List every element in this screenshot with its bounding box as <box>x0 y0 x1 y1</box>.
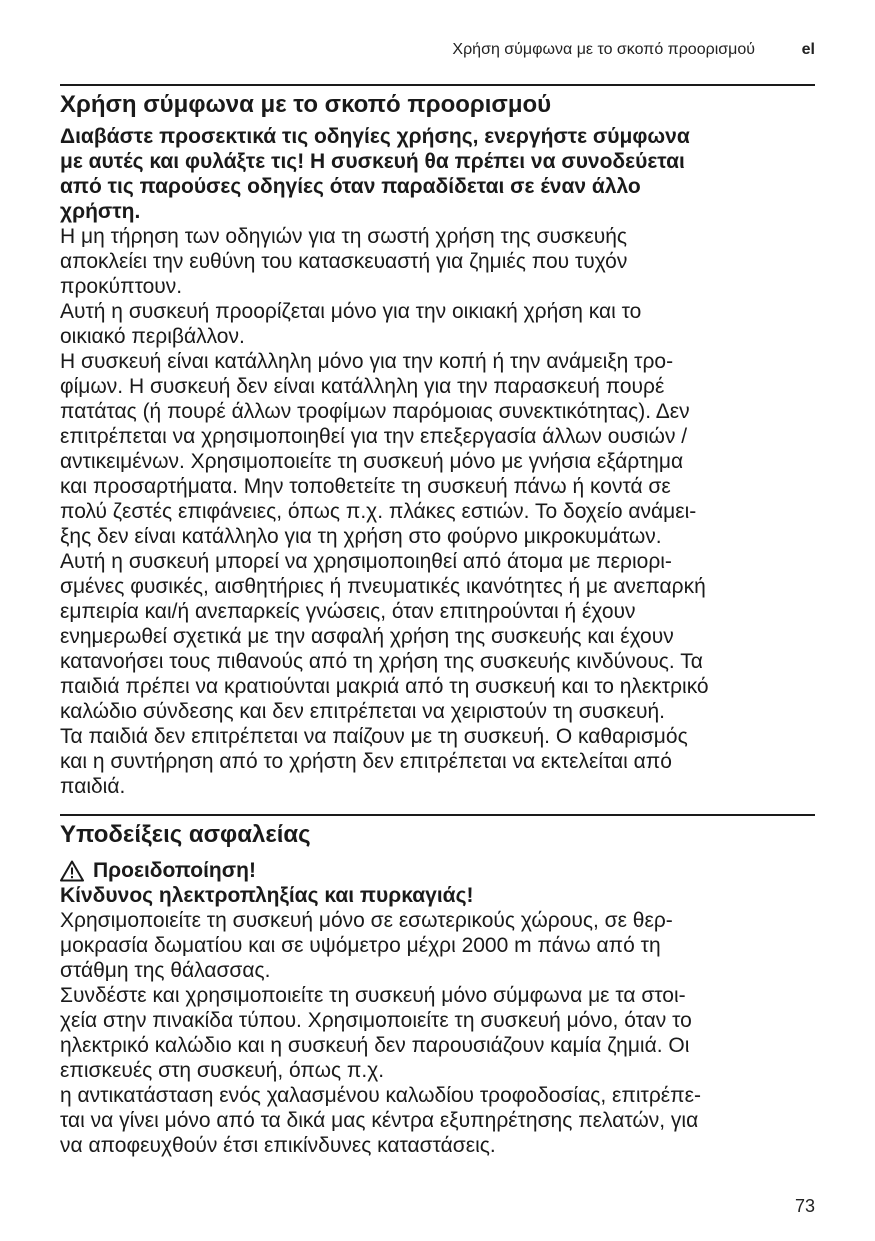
body-line: να αποφευχθούν έτσι επικίνδυνες καταστάσεις. <box>60 1134 496 1157</box>
body-line: επισκευές στη συσκευή, όπως π.χ. <box>60 1059 385 1082</box>
warning-triangle-icon <box>60 860 84 882</box>
section-rule-middle <box>60 814 815 816</box>
language-code: el <box>801 41 815 58</box>
hazard-title: Κίνδυνος ηλεκτροπληξίας και πυρκαγιάς! <box>60 884 474 907</box>
body-line: σμένες φυσικές, αισθητήριες ή πνευματικές ικανότητες ή με ανεπαρκή <box>60 575 706 598</box>
body-line: Χρησιμοποιείτε τη συσκευή μόνο σε εσωτερικούς χώρους, σε θερ- <box>60 909 673 932</box>
section-intended-use <box>60 91 820 799</box>
body-line: αποκλείει την ευθύνη του κατασκευαστή για ζημιές που τυχόν <box>60 250 628 273</box>
body-line: Τα παιδιά δεν επιτρέπεται να παίζουν με τη συσκευή. Ο καθαρισμός <box>60 725 688 748</box>
section-title-safety: Υποδείξεις ασφαλείας <box>60 821 311 848</box>
body-line: παιδιά. <box>60 775 126 798</box>
page-number: 73 <box>794 1196 815 1216</box>
body-line: οικιακό περιβάλλον. <box>60 325 245 348</box>
section-title-intended-use: Χρήση σύμφωνα με το σκοπό προορισμού <box>60 91 552 118</box>
lead-line: από τις παρούσες οδηγίες όταν παραδίδεται σε έναν άλλο <box>60 175 641 198</box>
warning-heading <box>60 858 820 883</box>
body-line: προκύπτουν. <box>60 275 183 298</box>
running-title: Χρήση σύμφωνα με το σκοπό προορισμού <box>452 41 755 58</box>
body-line: και προσαρτήματα. Μην τοποθετείτε τη συσκευή πάνω ή κοντά σε <box>60 475 671 498</box>
body-line: Συνδέστε και χρησιμοποιείτε τη συσκευή μόνο σύμφωνα με τα στοι- <box>60 984 686 1007</box>
body-line: Η μη τήρηση των οδηγιών για τη σωστή χρήση της συσκευής <box>60 225 628 248</box>
body-text-safety <box>60 908 820 1158</box>
body-line: ενημερωθεί σχετικά με την ασφαλή χρήση της συσκευής και έχουν <box>60 625 674 648</box>
body-line: επιτρέπεται να χρησιμοποιηθεί για την επεξεργασία άλλων ουσιών / <box>60 425 688 448</box>
lead-line: χρήστη. <box>60 200 141 223</box>
body-line: ξης δεν είναι κατάλληλο για τη χρήση στο φούρνο μικροκυμάτων. <box>60 525 662 548</box>
body-line: Η συσκευή είναι κατάλληλη μόνο για την κοπή ή την ανάμειξη τρο- <box>60 350 674 373</box>
body-line: φίμων. Η συσκευή δεν είναι κατάλληλη για την παρασκευή πουρέ <box>60 375 665 398</box>
body-line: πατάτας (ή πουρέ άλλων τροφίμων παρόμοιας συνεκτικότητας). Δεν <box>60 400 690 423</box>
body-line: στάθμη της θάλασσας. <box>60 959 271 982</box>
body-line: χεία στην πινακίδα τύπου. Χρησιμοποιείτε τη συσκευή μόνο, όταν το <box>60 1009 692 1032</box>
running-header <box>60 38 815 62</box>
body-line: Αυτή η συσκευή προορίζεται μόνο για την οικιακή χρήση και το <box>60 300 642 323</box>
body-line: η αντικατάσταση ενός χαλασμένου καλωδίου τροφοδοσίας, επιτρέπε- <box>60 1084 701 1107</box>
body-line: και η συντήρηση από το χρήστη δεν επιτρέπεται να εκτελείται από <box>60 750 672 773</box>
warning-label: Προειδοποίηση! <box>93 859 256 882</box>
body-line: εμπειρία και/ή ανεπαρκείς γνώσεις, όταν επιτηρούνται ή έχουν <box>60 600 636 623</box>
body-line: πολύ ζεστές επιφάνειες, όπως π.χ. πλάκες εστιών. Το δοχείο ανάμει- <box>60 500 697 523</box>
section-rule-top <box>60 84 815 86</box>
body-line: ται να γίνει μόνο από τα δικά μας κέντρα εξυπηρέτησης πελατών, για <box>60 1109 699 1132</box>
body-text-intended-use <box>60 224 820 799</box>
lead-line: Διαβάστε προσεκτικά τις οδηγίες χρήσης, ενεργήστε σύμφωνα <box>60 125 690 148</box>
body-line: κατανοήσει τους πιθανούς από τη χρήση της συσκευής κινδύνους. Τα <box>60 650 703 673</box>
lead-line: με αυτές και φυλάξτε τις! Η συσκευή θα πρέπει να συνοδεύεται <box>60 150 685 173</box>
body-line: αντικειμένων. Χρησιμοποιείτε τη συσκευή μόνο με γνήσια εξάρτημα <box>60 450 684 473</box>
body-line: ηλεκτρικό καλώδιο και η συσκευή δεν παρουσιάζουν καμία ζημιά. Οι <box>60 1034 690 1057</box>
body-line: Αυτή η συσκευή μπορεί να χρησιμοποιηθεί από άτομα με περιορι- <box>60 550 672 573</box>
section-safety <box>60 821 820 1158</box>
body-line: καλώδιο σύνδεσης και δεν επιτρέπεται να χειριστούν τη συσκευή. <box>60 700 665 723</box>
body-line: μοκρασία δωματίου και σε υψόμετρο μέχρι 2000 m πάνω από τη <box>60 934 661 957</box>
body-line: παιδιά πρέπει να κρατιούνται μακριά από τη συσκευή και το ηλεκτρικό <box>60 675 709 698</box>
lead-paragraph <box>60 124 820 224</box>
